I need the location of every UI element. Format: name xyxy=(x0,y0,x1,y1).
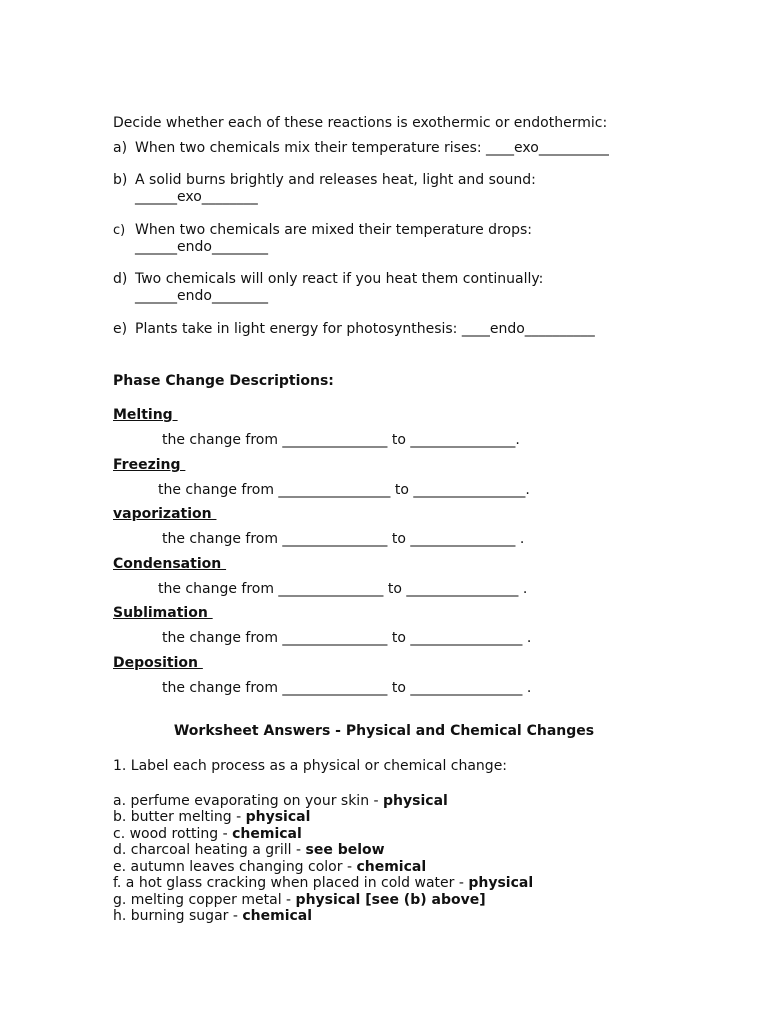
phase-desc-melting: the change from _______________ to _______________. xyxy=(162,432,520,448)
phase-heading: Phase Change Descriptions: xyxy=(113,373,334,389)
answer-row-b xyxy=(113,809,310,826)
phase-name-freezing: Freezing xyxy=(113,457,186,473)
answer-value: physical xyxy=(383,793,448,809)
answer-value: see below xyxy=(305,842,385,858)
question-b-answer: ______exo________ xyxy=(135,189,258,205)
phase-name-deposition: Deposition xyxy=(113,655,203,671)
phase-name-melting: Melting xyxy=(113,407,178,423)
question-c-answer: ______endo________ xyxy=(135,239,268,255)
question-d-letter: d) xyxy=(113,271,128,287)
answer-prefix: b. butter melting - xyxy=(113,809,246,825)
answer-prefix: f. a hot glass cracking when placed in cold water - xyxy=(113,875,469,891)
question-d-text: Two chemicals will only react if you heat them continually: xyxy=(135,271,544,287)
question-e-text: Plants take in light energy for photosynthesis: ____endo__________ xyxy=(135,321,595,337)
answer-prefix: d. charcoal heating a grill - xyxy=(113,842,306,858)
phase-desc-condensation: the change from _______________ to ________________ . xyxy=(158,581,528,597)
phase-desc-vaporization: the change from _______________ to _______________ . xyxy=(162,531,525,547)
phase-desc-deposition: the change from _______________ to ________________ . xyxy=(162,680,532,696)
intro-text: Decide whether each of these reactions is exothermic or endothermic: xyxy=(113,115,608,131)
question-c-text: When two chemicals are mixed their temperature drops: xyxy=(135,222,532,238)
answer-prefix: g. melting copper metal - xyxy=(113,892,296,908)
phase-name-vaporization: vaporization xyxy=(113,506,217,522)
phase-name-condensation: Condensation xyxy=(113,556,227,572)
answer-value: physical [see (b) above] xyxy=(295,892,486,908)
answer-row-g xyxy=(113,892,486,909)
answer-row-d xyxy=(113,842,385,859)
answer-value: physical xyxy=(245,809,311,825)
question-b-text: A solid burns brightly and releases heat, light and sound: xyxy=(135,172,536,188)
answer-row-e xyxy=(113,859,426,876)
answer-value: chemical xyxy=(356,859,427,875)
answer-prefix: a. perfume evaporating on your skin - xyxy=(113,793,384,809)
answers-title: Worksheet Answers - Physical and Chemical Changes xyxy=(173,723,595,739)
answer-prefix: c. wood rotting - xyxy=(113,826,233,842)
answer-row-c xyxy=(113,826,302,843)
phase-desc-freezing: the change from ________________ to ________________. xyxy=(158,482,530,498)
question-a-letter: a) xyxy=(113,140,128,156)
question-d-answer: ______endo________ xyxy=(135,288,268,304)
phase-name-sublimation: Sublimation xyxy=(113,605,213,621)
answer-value: chemical xyxy=(232,826,302,842)
answer-prefix: h. burning sugar - xyxy=(113,908,243,924)
answer-row-a xyxy=(113,793,448,810)
question-e-letter: e) xyxy=(113,321,128,337)
answer-prefix: e. autumn leaves changing color - xyxy=(113,859,357,875)
phase-desc-sublimation: the change from _______________ to ________________ . xyxy=(162,630,532,646)
answer-row-h xyxy=(113,908,312,925)
question-c-letter: c) xyxy=(113,223,126,238)
answers-instruction: 1. Label each process as a physical or chemical change: xyxy=(113,758,508,774)
answer-row-f xyxy=(113,875,533,892)
question-b-letter: b) xyxy=(113,172,128,188)
answer-value: chemical xyxy=(242,908,313,924)
question-a-text: When two chemicals mix their temperature rises: ____exo__________ xyxy=(135,140,609,156)
answer-value: physical xyxy=(468,875,534,891)
